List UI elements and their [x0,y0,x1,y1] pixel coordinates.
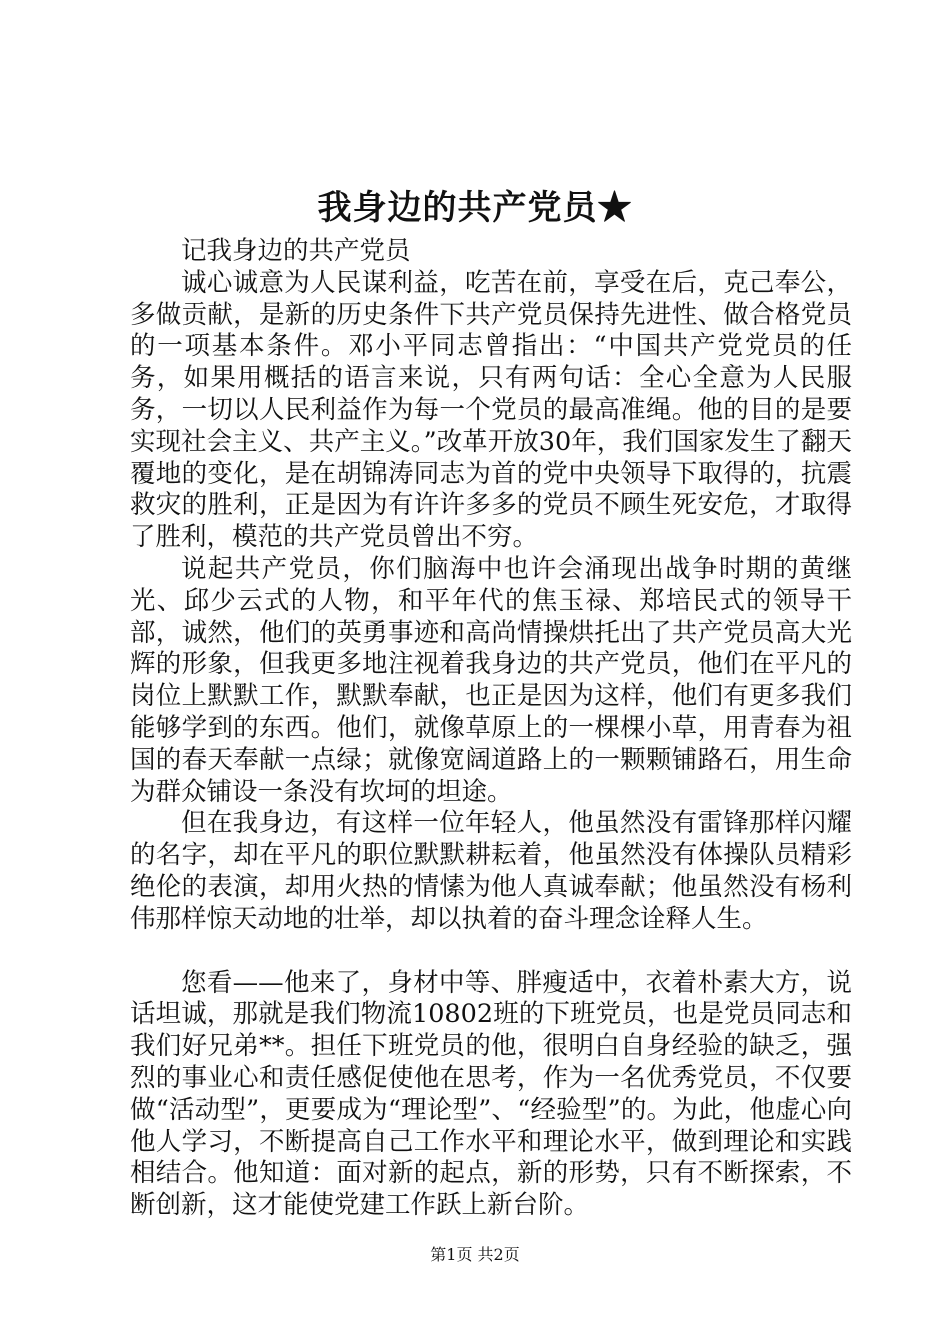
document-body [130,236,852,1222]
subtitle-paragraph: 记我身边的共产党员 [181,236,411,266]
paragraph-2: 说起共产党员，你们脑海中也许会涌现出战争时期的黄继光、邱少云式的人物，和平年代的焦玉禄、郑培民式的领导干部，诚然，他们的英勇事迹和高尚情操烘托出了共产党员高大光辉的形象，但我更多地注视着我身边的共产党员，他们在平凡的岗位上默默工作，默默奉献，也正是因为这样，他们有更多我们能够学到的东西。他们，就像草原上的一棵棵小草，用青春为祖国的春天奉献一点绿；就像宽阔道路上的一颗颗铺路石，用生命为群众铺设一条没有坎坷的坦途。 [130,553,852,807]
page-footer: 第1页 共2页 [430,1245,520,1264]
document-title: 我身边的共产党员★ [317,188,633,228]
paragraph-4: 您看——他来了，身材中等、胖瘦适中，衣着朴素大方，说话坦诚，那就是我们物流10802班的下班党员，也是党员同志和我们好兄弟**。担任下班党员的他，很明白自身经验的缺乏，强烈的事业心和责任感促使他在思考，作为一名优秀党员，不仅要做“活动型”，更要成为“理论型”、“经验型”的。为此，他虚心向他人学习，不断提高自己工作水平和理论水平，做到理论和实践相结合。他知道：面对新的起点，新的形势，只有不断探索，不断创新，这才能使党建工作跃上新台阶。 [130,967,852,1221]
paragraph-1: 诚心诚意为人民谋利益，吃苦在前，享受在后，克己奉公，多做贡献，是新的历史条件下共产党员保持先进性、做合格党员的一项基本条件。邓小平同志曾指出：“中国共产党党员的任务，如果用概括的语言来说，只有两句话：全心全意为人民服务，一切以人民利益作为每一个党员的最高准绳。他的目的是要实现社会主义、共产主义。”改革开放30年，我们国家发生了翻天覆地的变化，是在胡锦涛同志为首的党中央领导下取得的，抗震救灾的胜利，正是因为有许许多多的党员不顾生死安危，才取得了胜利，模范的共产党员曾出不穷。 [130,267,852,553]
paragraph-3: 但在我身边，有这样一位年轻人，他虽然没有雷锋那样闪耀的名字，却在平凡的职位默默耕耘着，他虽然没有体操队员精彩绝伦的表演，却用火热的情愫为他人真诚奉献；他虽然没有杨利伟那样惊天动地的壮举，却以执着的奋斗理念诠释人生。 [130,808,852,934]
